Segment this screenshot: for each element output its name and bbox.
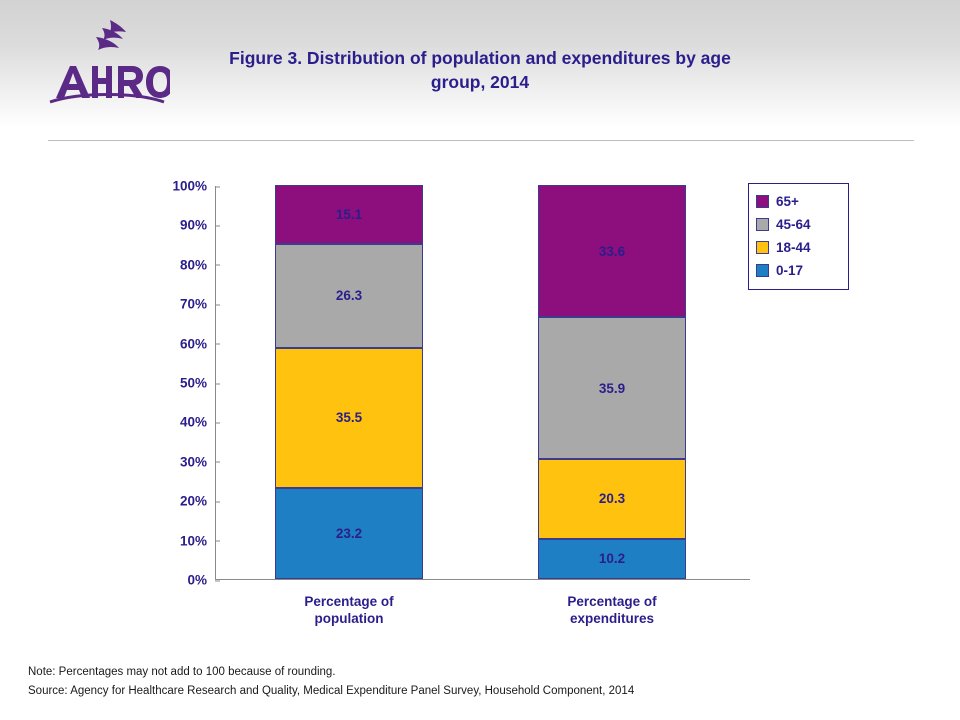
header-divider [48,140,914,141]
chart-footnotes [28,663,928,701]
y-axis-tick [180,257,216,272]
tick-mark-icon [215,265,220,266]
legend-item-label: 65+ [776,194,799,209]
tick-mark-icon [215,304,220,305]
bar-segment-18-44[interactable] [275,348,423,488]
x-axis-label-expenditures: Percentage of expenditures [567,594,657,626]
y-axis-tick-label: 100% [172,178,207,194]
tick-mark-icon [215,541,220,542]
y-axis-tick-label: 50% [179,375,207,391]
bar-segment-0-17[interactable] [275,488,423,579]
y-axis-tick [180,297,216,312]
ahrq-hhs-logo [40,14,170,106]
chart-legend [748,183,849,290]
legend-item-18-44[interactable] [756,236,840,259]
page-title: Figure 3. Distribution of population and expenditures by age group, 2014 [229,48,731,92]
y-axis-tick [180,454,216,469]
legend-item-45-64[interactable] [756,213,840,236]
bar-value-label: 26.3 [335,288,363,304]
tick-mark-icon [215,462,220,463]
y-axis-tick-label: 20% [179,493,207,509]
legend-item-label: 0-17 [776,263,804,278]
legend-swatch-icon [756,264,769,277]
y-axis-tick-label: 0% [187,572,207,588]
bar-segment-65-plus[interactable] [275,185,423,245]
tick-mark-icon [215,422,220,423]
y-axis-tick [180,415,216,430]
bar-value-label: 20.3 [598,491,626,507]
tick-mark-icon [215,383,220,384]
bar-value-label: 33.6 [598,243,626,259]
y-axis-tick-label: 60% [179,336,207,352]
bar-segment-0-17[interactable] [538,539,686,579]
y-axis-tick [180,376,216,391]
legend-swatch-icon [756,195,769,208]
tick-mark-icon [215,225,220,226]
bar-value-label: 35.5 [335,410,363,426]
chart-plot-area [172,178,750,626]
tick-mark-icon [215,501,220,502]
legend-swatch-icon [756,241,769,254]
y-axis-tick-label: 40% [179,414,207,430]
legend-item-label: 45-64 [776,217,811,232]
y-axis-tick [180,336,216,351]
bar-value-label: 10.2 [598,551,626,567]
tick-mark-icon [215,344,220,345]
bar-value-label: 35.9 [598,380,626,396]
bar-segment-65-plus[interactable] [538,185,686,317]
y-axis-tick-label: 10% [179,533,207,549]
tick-mark-icon [215,186,220,187]
y-axis-tick-label: 80% [179,257,207,273]
tick-mark-icon [215,580,220,581]
y-axis-tick [187,573,216,588]
bar-value-label: 15.1 [335,206,363,222]
legend-swatch-icon [756,218,769,231]
legend-item-0-17[interactable] [756,259,840,282]
y-axis-tick [180,533,216,548]
page-header [0,0,960,128]
bar-segment-45-64[interactable] [275,244,423,348]
footnote-note: Note: Percentages may not add to 100 because of rounding. [28,666,336,678]
y-axis-tick [180,494,216,509]
y-axis-tick-label: 90% [179,217,207,233]
bar-value-label: 23.2 [335,525,363,541]
y-axis-tick-label: 70% [179,296,207,312]
y-axis-tick [180,218,216,233]
x-axis-label-population: Percentage of population [304,594,394,626]
legend-item-label: 18-44 [776,240,811,255]
bar-segment-45-64[interactable] [538,317,686,458]
y-axis-tick-label: 30% [179,454,207,470]
footnote-source: Source: Agency for Healthcare Research and Quality, Medical Expenditure Panel Survey, Household Component, 2014 [28,685,635,697]
y-axis-tick [172,179,216,194]
legend-item-65-plus[interactable] [756,190,840,213]
bar-segment-18-44[interactable] [538,459,686,539]
